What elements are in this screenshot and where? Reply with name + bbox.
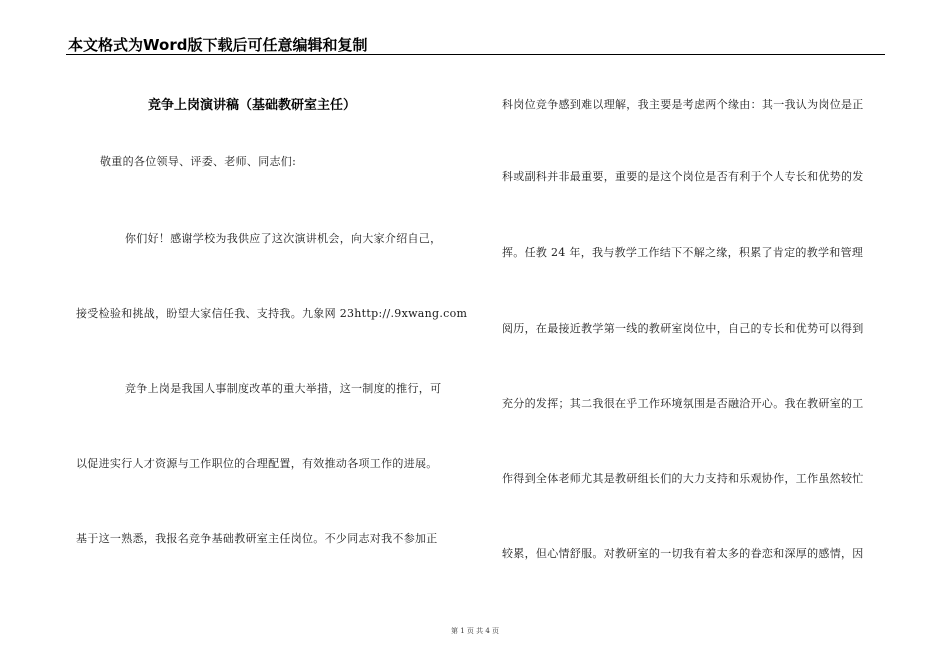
left-line-6: 基于这一熟悉，我报名竞争基础教研室主任岗位。不少同志对我不参加正 [76,532,438,545]
page-indicator: 第 1 页 共 4 页 [450,627,500,635]
right-line-7: 较累，但心情舒服。对教研室的一切我有着太多的眷恋和深厚的感情，因 [502,547,864,560]
left-line-1: 敬重的各位领导、评委、老师、同志们: [100,155,297,168]
right-line-2: 科或副科并非最重要，重要的是这个岗位是否有利于个人专长和优势的发 [502,170,864,183]
header-divider [66,54,885,55]
left-line-5: 以促进实行人才资源与工作职位的合理配置，有效推动各项工作的进展。 [76,457,438,470]
left-line-3: 接受检验和挑战，盼望大家信任我、支持我。九象网 23http://.9xwang.com [76,307,468,320]
right-line-1: 科岗位竞争感到难以理解，我主要是考虑两个缘由：其一我认为岗位是正 [502,98,864,111]
left-line-2: 你们好！感谢学校为我供应了这次演讲机会，向大家介绍自己， [125,232,442,245]
right-line-6: 作得到全体老师尤其是教研组长们的大力支持和乐观协作，工作虽然较忙 [502,472,864,485]
right-line-5: 充分的发挥；其二我很在乎工作环境氛围是否融洽开心。我在教研室的工 [502,397,864,410]
right-line-4: 阅历，在最接近教学第一线的教研室岗位中，自己的专长和优势可以得到 [502,322,864,335]
document-title: 竞争上岗演讲稿（基础教研室主任） [148,98,357,113]
right-line-3: 挥。任教 24 年，我与教学工作结下不解之缘，积累了肯定的教学和管理 [502,246,864,259]
download-notice-header: 本文格式为Word版下载后可任意编辑和复制 [68,36,368,54]
left-line-4: 竞争上岗是我国人事制度改革的重大举措，这一制度的推行，可 [125,382,442,395]
